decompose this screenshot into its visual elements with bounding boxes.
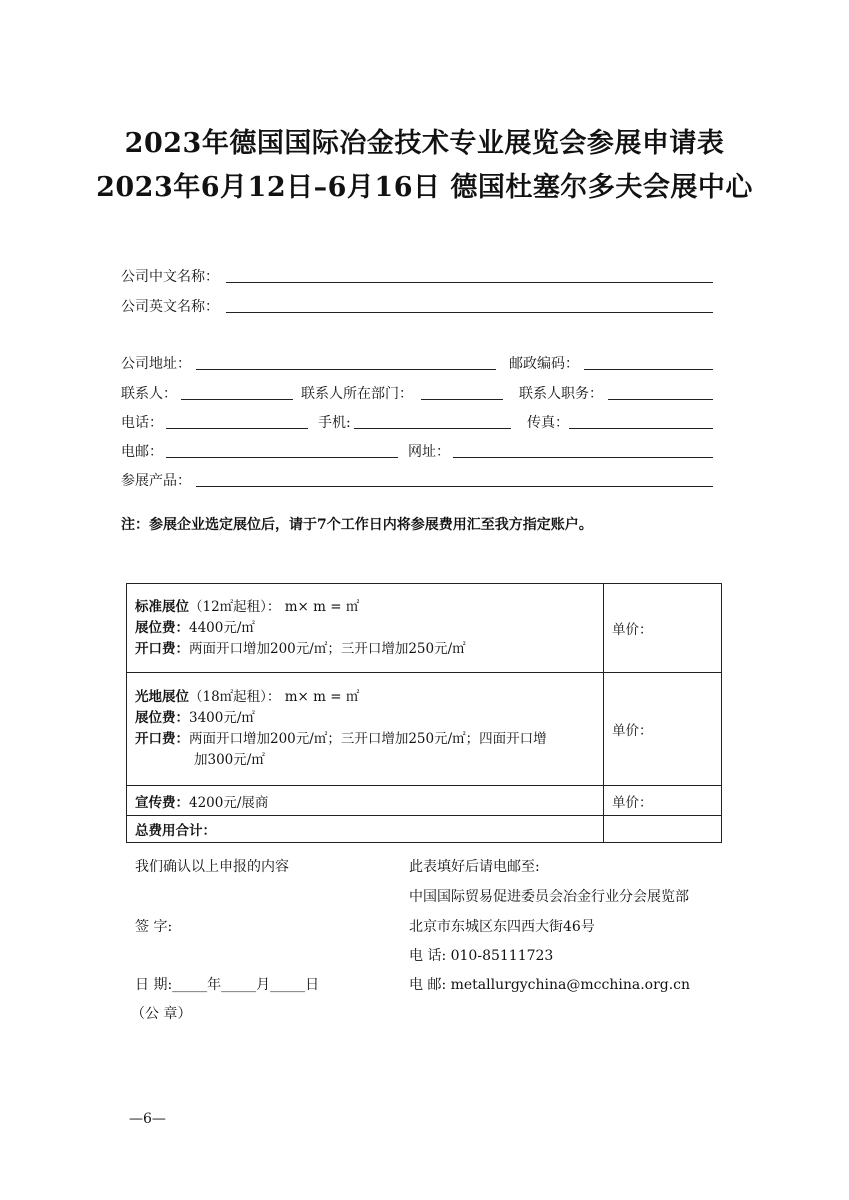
- fax-label: 传真：: [527, 415, 569, 431]
- products-label: 参展产品：: [121, 473, 191, 489]
- standard-booth-fee-label: 展位费：: [135, 619, 189, 636]
- phone-label: 电话：: [121, 415, 163, 431]
- department-label: 联系人所在部门：: [301, 386, 413, 402]
- company-cn-field[interactable]: [226, 282, 713, 283]
- page-subtitle: 2023年6月12日–6月16日 德国杜塞尔多夫会展中心: [96, 172, 753, 203]
- organizer-email: 电 邮: metallurgychina@mcchina.org.cn: [409, 977, 691, 993]
- company-en-field[interactable]: [226, 312, 713, 313]
- promo-unit-price-label: 单价：: [612, 794, 653, 811]
- payment-note: 注：参展企业选定展位后，请于7个工作日内将参展费用汇至我方指定账户。: [121, 517, 593, 533]
- standard-booth-open-label: 开口费：: [135, 640, 189, 657]
- mobile-label: 手机:: [318, 415, 351, 431]
- organizer-name: 中国国际贸易促进委员会冶金行业分会展览部: [409, 889, 689, 905]
- promo-fee-value: 4200元/展商: [189, 794, 269, 811]
- organizer-phone: 电 话: 010-85111723: [409, 948, 554, 964]
- confirm-text: 我们确认以上申报的内容: [135, 859, 289, 875]
- promo-fee-row: [127, 786, 722, 816]
- raw-space-row: [127, 673, 722, 786]
- raw-space-fee-label: 展位费：: [135, 710, 189, 726]
- send-to-text: 此表填好后请电邮至:: [409, 859, 540, 875]
- total-row: [127, 816, 722, 843]
- email-field[interactable]: [166, 457, 398, 458]
- standard-booth-title: 标准展位: [135, 598, 189, 615]
- address-field[interactable]: [196, 369, 496, 370]
- signature-label: 签 字:: [135, 919, 173, 935]
- date-label: 日 期:_____年_____月_____日: [135, 977, 320, 993]
- standard-unit-price-cell[interactable]: [604, 584, 722, 673]
- seal-label: （公 章）: [131, 1006, 192, 1022]
- products-field[interactable]: [196, 486, 713, 487]
- fax-field[interactable]: [569, 428, 713, 429]
- address-label: 公司地址：: [121, 356, 191, 372]
- department-field[interactable]: [421, 399, 503, 400]
- raw-space-open-value: 两面开口增加200元/㎡；三开口增加250元/㎡；四面开口增: [189, 731, 547, 747]
- standard-booth-fee-value: 4400元/㎡: [189, 619, 255, 636]
- email-label: 电邮：: [121, 444, 163, 460]
- raw-unit-price-cell[interactable]: [604, 673, 722, 786]
- phone-field[interactable]: [166, 428, 308, 429]
- page-number: —6—: [129, 1111, 166, 1127]
- standard-booth-open-value: 两面开口增加200元/㎡；三开口增加250元/㎡: [189, 640, 466, 657]
- promo-fee-cell: [127, 786, 604, 816]
- postcode-label: 邮政编码：: [509, 356, 579, 372]
- total-value-cell[interactable]: [604, 816, 722, 843]
- raw-space-size: （18㎡起租）： m× m = ㎡: [189, 689, 360, 705]
- mobile-field[interactable]: [354, 428, 511, 429]
- company-cn-label: 公司中文名称：: [121, 269, 219, 285]
- raw-space-open-value-cont: 加300元/㎡: [194, 752, 265, 768]
- postcode-field[interactable]: [584, 369, 713, 370]
- raw-space-open-label: 开口费：: [135, 731, 189, 747]
- fee-table: [126, 583, 722, 843]
- raw-unit-price-label: 单价：: [612, 723, 653, 739]
- website-field[interactable]: [453, 457, 713, 458]
- page-title: 2023年德国国际冶金技术专业展览会参展申请表: [124, 128, 725, 159]
- company-en-label: 公司英文名称：: [121, 299, 219, 315]
- standard-booth-cell: [127, 584, 604, 673]
- contact-label: 联系人：: [121, 386, 177, 402]
- standard-unit-price-label: 单价：: [612, 622, 653, 638]
- standard-booth-row: [127, 584, 722, 673]
- position-label: 联系人职务：: [519, 386, 603, 402]
- raw-space-title: 光地展位: [135, 689, 189, 705]
- contact-field[interactable]: [181, 399, 293, 400]
- promo-fee-label: 宣传费：: [135, 794, 189, 811]
- website-label: 网址：: [408, 444, 450, 460]
- total-cell: [127, 816, 604, 843]
- standard-booth-size: （12㎡起租）： m× m = ㎡: [189, 598, 360, 615]
- position-field[interactable]: [608, 399, 713, 400]
- raw-space-fee-value: 3400元/㎡: [189, 710, 255, 726]
- promo-unit-price-cell[interactable]: [604, 786, 722, 816]
- raw-space-cell: [127, 673, 604, 786]
- total-label: 总费用合计：: [135, 823, 216, 839]
- organizer-address: 北京市东城区东四西大街46号: [409, 919, 595, 935]
